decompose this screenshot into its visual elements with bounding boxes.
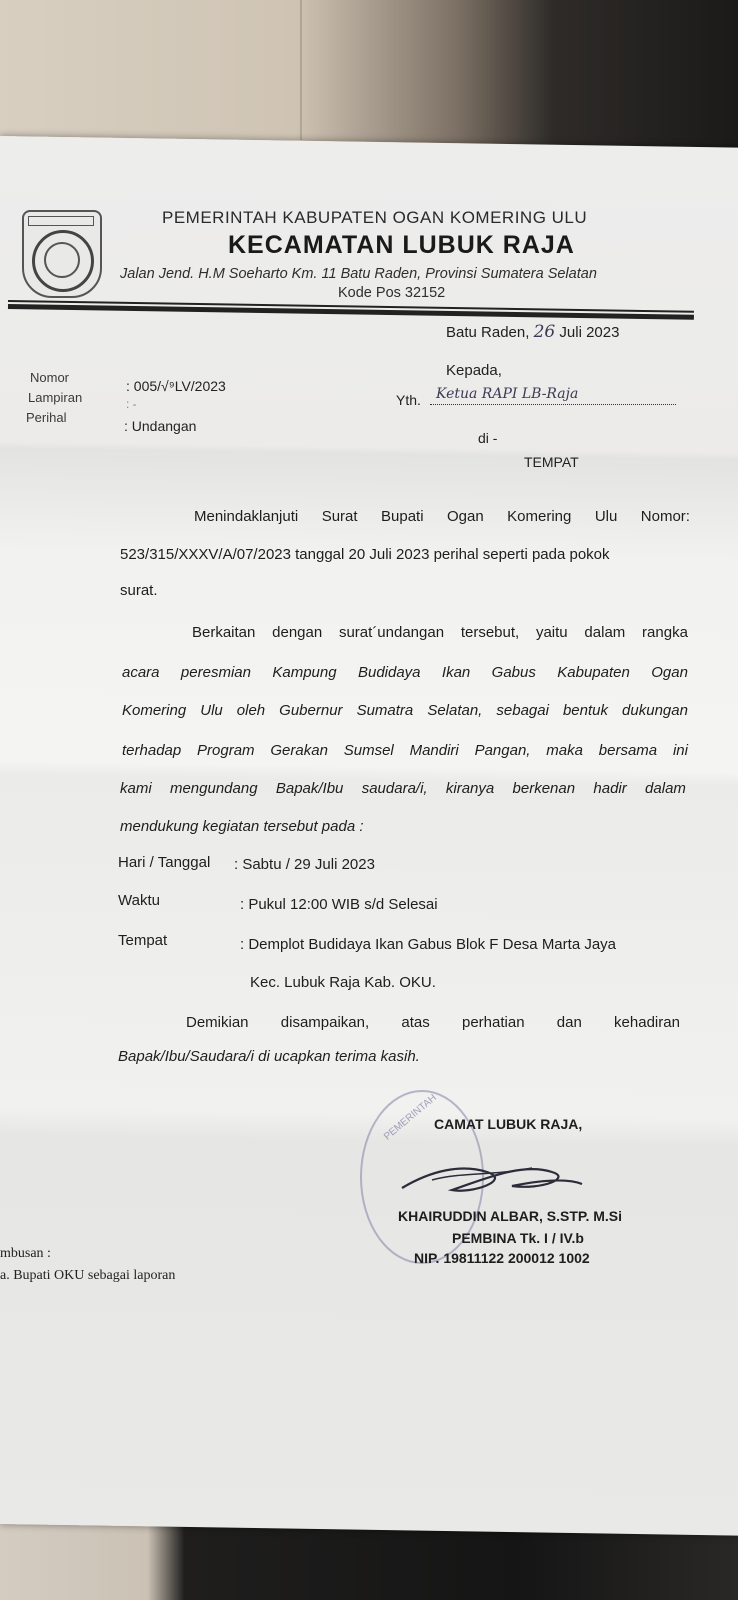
word: maka [546, 742, 583, 759]
word: Gerakan [270, 742, 328, 759]
perihal-value: : Undangan [124, 418, 197, 434]
tempat-value-line2: Kec. Lubuk Raja Kab. OKU. [250, 974, 436, 991]
background-fold [300, 0, 302, 140]
signatory-title: CAMAT LUBUK RAJA, [434, 1116, 583, 1132]
word: Demikian [186, 1014, 249, 1031]
word: kami [120, 780, 152, 797]
closing-line1 [186, 1014, 680, 1031]
word: disampaikan, [280, 1014, 370, 1031]
tempat-label: Tempat [118, 932, 168, 949]
word: acara [122, 664, 160, 681]
word: Ogan [447, 508, 484, 525]
word: dalam [645, 780, 686, 797]
handwritten-signature [392, 1150, 592, 1210]
word: perhatian [461, 1014, 525, 1031]
body-p2-line1 [192, 624, 688, 641]
word: Pangan, [474, 742, 531, 759]
header-postal-code: Kode Pos 32152 [338, 285, 446, 301]
word: berkenan [512, 780, 576, 797]
word: dalam [584, 624, 626, 641]
word: Ulu [200, 702, 223, 719]
body-p1-line1 [194, 508, 690, 525]
word: Gabus [491, 664, 536, 681]
kepada-label: Kepada, [446, 362, 502, 379]
word: Kabupaten [557, 664, 630, 681]
word: terhadap [122, 742, 182, 759]
date-month-year: Juli 2023 [559, 324, 620, 341]
body-p2-line5 [120, 780, 686, 797]
recipient-name-handwritten: Ketua RAPI LB-Raja [436, 386, 579, 402]
word: bentuk [562, 702, 609, 719]
word: Kampung [272, 664, 337, 681]
letter-date [446, 322, 619, 342]
word: Sumatra [356, 702, 414, 719]
word: peresmian [180, 664, 251, 681]
body-p2-line4 [122, 742, 688, 759]
word: Mandiri [409, 742, 459, 759]
perihal-label: Perihal [26, 410, 67, 425]
word: ini [672, 742, 688, 759]
recipient-dotted-line [430, 404, 676, 405]
background-top [0, 0, 738, 150]
waktu-value: : Pukul 12:00 WIB s/d Selesai [240, 896, 438, 913]
word: yaitu [535, 624, 568, 641]
word: Ogan [651, 664, 688, 681]
tembusan-label: mbusan : [0, 1246, 51, 1261]
body-p1-line3: surat. [120, 582, 158, 599]
regency-emblem-logo [22, 210, 102, 298]
nomor-label: Nomor [30, 370, 70, 385]
word: Berkaitan [192, 624, 256, 641]
word: Bupati [381, 508, 424, 525]
word: mengundang [169, 780, 258, 797]
date-day-handwritten: 26 [533, 322, 556, 342]
tembusan-item: a. Bupati OKU sebagai laporan [0, 1268, 176, 1283]
header-district: KECAMATAN LUBUK RAJA [228, 231, 575, 259]
word: kehadiran [614, 1014, 680, 1031]
word: oleh [236, 702, 266, 719]
word: dan [556, 1014, 582, 1031]
word: atas [401, 1014, 430, 1031]
waktu-label: Waktu [118, 892, 160, 909]
body-p2-line6: mendukung kegiatan tersebut pada : [120, 818, 364, 835]
date-prefix: Batu Raden, [446, 324, 530, 341]
emblem-inner [44, 242, 80, 278]
word: Komering [122, 702, 187, 719]
closing-line2: Bapak/Ibu/Saudara/i di ucapkan terima kasih. [118, 1048, 420, 1065]
header-address: Jalan Jend. H.M Soeharto Km. 11 Batu Raden, Provinsi Sumatera Selatan [120, 266, 597, 282]
word: dukungan [622, 702, 688, 719]
body-p2-line2 [122, 664, 688, 681]
word: rangka [642, 624, 688, 641]
word: Program [197, 742, 255, 759]
signatory-rank: PEMBINA Tk. I / IV.b [452, 1230, 584, 1246]
word: Sumsel [343, 742, 394, 759]
stamp-text: PEMERINTAH [382, 1092, 439, 1143]
word: Menindaklanjuti [194, 508, 299, 525]
tempat-value: : Demplot Budidaya Ikan Gabus Blok F Desa Marta Jaya [240, 936, 617, 953]
word: Surat [321, 508, 358, 525]
letter-paper [0, 136, 738, 1536]
nomor-value: : 005/√⁹LV/2023 [126, 378, 226, 394]
lampiran-value: : - [126, 397, 137, 411]
emblem-banner [28, 216, 94, 226]
word: sebagai [496, 702, 549, 719]
word: kiranya [445, 780, 495, 797]
header-government: PEMERINTAH KABUPATEN OGAN KOMERING ULU [162, 208, 588, 227]
word: Nomor: [640, 508, 690, 525]
word: dengan [272, 624, 323, 641]
word: tersebut, [460, 624, 520, 641]
signatory-name: KHAIRUDDIN ALBAR, S.STP. M.Si [398, 1208, 623, 1224]
yth-label: Yth. [396, 392, 421, 408]
word: Ulu [594, 508, 618, 525]
tempat-destination: TEMPAT [524, 454, 579, 470]
word: Ikan [441, 664, 471, 681]
word: Gubernur [279, 702, 343, 719]
body-p2-line3 [122, 702, 688, 719]
word: Komering [507, 508, 572, 525]
word: surat´undangan [338, 624, 445, 641]
hari-value: : Sabtu / 29 Juli 2023 [234, 856, 375, 873]
word: hadir [593, 780, 627, 797]
di-label: di - [478, 430, 498, 446]
word: bersama [598, 742, 658, 759]
hari-label: Hari / Tanggal [118, 854, 211, 871]
word: Budidaya [357, 664, 421, 681]
signatory-nip: NIP. 19811122 200012 1002 [414, 1250, 590, 1266]
lampiran-label: Lampiran [28, 390, 83, 405]
word: Selatan, [427, 702, 483, 719]
word: saudara/i, [361, 780, 428, 797]
word: Bapak/Ibu [275, 780, 344, 797]
body-p1-line2: 523/315/XXXV/A/07/2023 tanggal 20 Juli 2023 perihal seperti pada pokok [120, 546, 610, 563]
